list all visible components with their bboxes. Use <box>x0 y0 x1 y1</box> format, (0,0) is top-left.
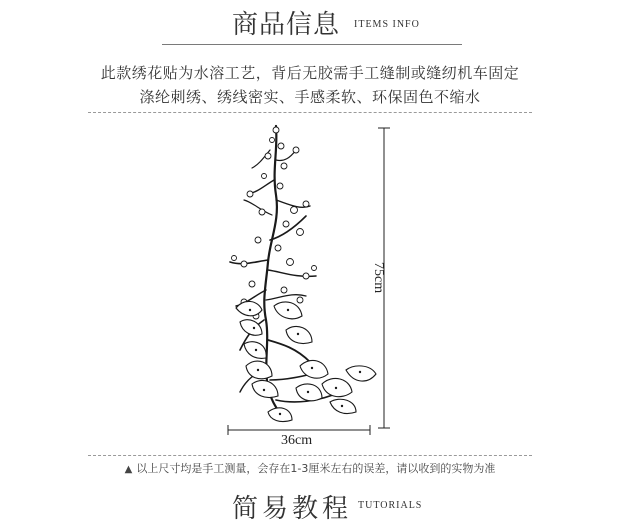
next-section-title: 简易教程 <box>232 494 353 524</box>
height-dimension-label: 75cm <box>371 262 386 294</box>
section-subtitle: ITEMS INFO <box>354 19 420 30</box>
triangle-icon: ▲ <box>124 464 133 475</box>
measurement-note <box>0 460 620 476</box>
divider-dashed-bottom <box>88 455 532 456</box>
width-dimension-label: 36cm <box>281 433 313 448</box>
section-title: 商品信息 <box>232 10 341 40</box>
measurement-note-text: 以上尺寸均是手工测量，会存在1-3厘米左右的误差，请以收到的实物为准 <box>136 462 496 475</box>
next-section-subtitle: TUTORIALS <box>358 500 423 511</box>
description-line-2: 涤纶刺绣、绣线密实、手感柔软、环保固色不缩水 <box>139 88 481 106</box>
description-line-1: 此款绣花贴为水溶工艺，背后无胶需手工缝制或缝纫机车固定 <box>100 64 520 82</box>
